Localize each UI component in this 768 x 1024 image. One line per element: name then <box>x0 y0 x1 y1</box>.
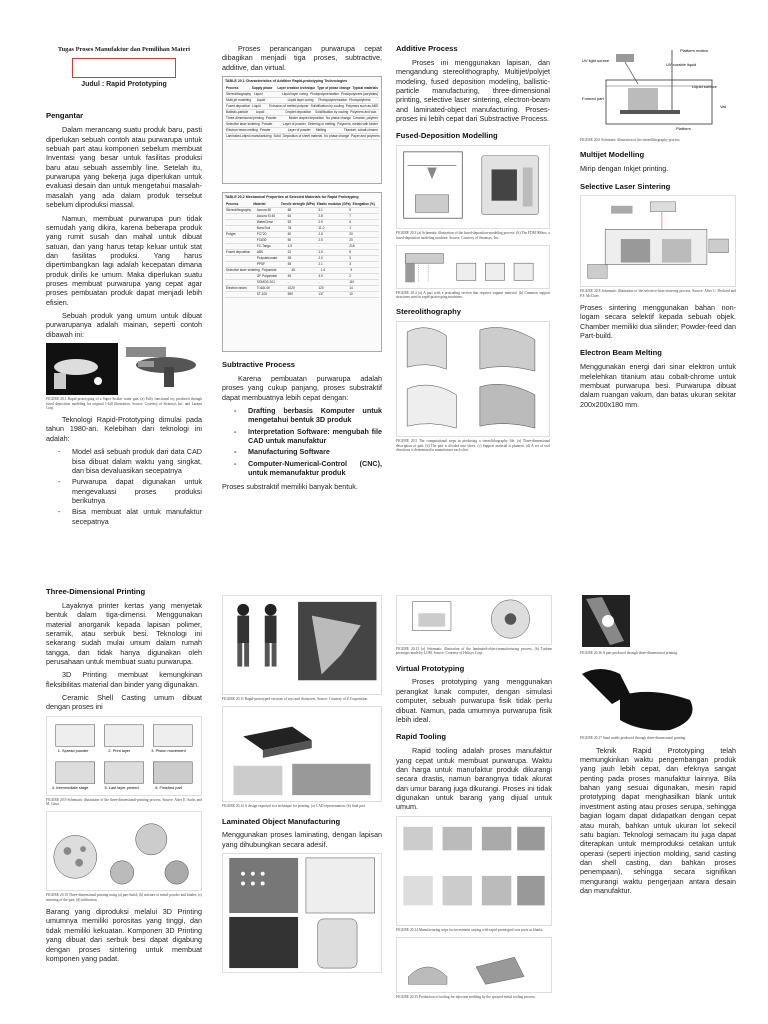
table-additive-characteristics <box>222 76 382 184</box>
table-body <box>225 92 379 140</box>
table-cell: 60 <box>287 232 292 237</box>
figure-label: Platform <box>676 126 691 131</box>
microstructure-figure <box>46 811 202 891</box>
sprayed-metal-tooling-figure <box>396 937 552 993</box>
table-cell: 7 <box>349 214 351 219</box>
table-cell: 9 <box>350 268 353 273</box>
table-cell <box>225 214 256 219</box>
step-label: 2. Print layer <box>108 747 131 753</box>
table-header: Type of phase change <box>317 86 351 91</box>
table-cell: 20 <box>349 238 353 243</box>
table-cell: Photopolymers (acrylates) <box>340 92 379 97</box>
list-item: - Manufacturing Software <box>248 447 382 456</box>
table-cell: Liquid layer curing <box>287 98 314 103</box>
paragraph: Menggunakan proses laminating, dengan lapisan yang dihubungkan secara adesif. <box>222 830 382 849</box>
table-cell: Electron beam <box>226 286 247 291</box>
table-header: Typical materials <box>352 86 378 91</box>
column-4 <box>580 44 736 540</box>
figure-label: UV light source <box>582 58 610 63</box>
lom-process-figure <box>396 595 552 645</box>
advantages-list <box>46 447 202 526</box>
figure-caption: FIGURE 20.11 Rapid-prototyped versions of toys and characters. Source: Courtesy of Z Corporation. <box>222 697 369 701</box>
table-cell: 55 <box>287 262 292 267</box>
table-cell: Titanium, cobalt-chrome <box>343 128 378 133</box>
paragraph: Teknik Rapid Prototyping telah memungkinkan waktu pengembangan produk yang jauh lebih cepat, dan efeknya sangat penting pada proses manufaktur lainnya. Bila bahan yang sesuai digunakan, mesin rapid prototyping dapat menghasilkan blank untuk investment asting atau proses serupa, sehingga bagian logam dapat didapatkan dengan cepat atau murah, bahkan untuk ukuran lot sekecil satu bagian. Teknologi semacam itu juga dapat diterapkan untuk memproduksi cetakan untuk operasi (seperti injection molding, sand casting dan shell casting, dan bahkan proses penempaan), sehingga secara signifikan mengurangi waktu pengerjaan antara desain dan manufaktur. <box>580 745 736 896</box>
column-1 <box>46 0 202 540</box>
table-cell: 2.8 <box>318 214 323 219</box>
heading-stereolithography: Stereolithography <box>396 307 461 317</box>
table-row <box>225 134 379 140</box>
table-cell: Liquid <box>255 110 265 115</box>
paragraph: Proses substraktif memiliki banyak bentuk. <box>222 481 358 491</box>
table-cell: Liquid layer curing <box>282 92 308 97</box>
figure-caption: FIGURE 20.1 Rapid prototyping of a Super Soaker water gun. (a) Fully functional toy produced through fused deposition modeling for original 1-kill illustration. Source: Courtesy of Stratasys Inc. and Larami Corp. <box>46 397 202 410</box>
list-item: - Drafting berbasis Komputer untuk mengetahui bentuk 3D produk <box>248 406 382 425</box>
figure-caption: FIGURE 20.14 Manufacturing steps for investment casting with rapid-prototyped wax parts as blanks. <box>396 927 544 932</box>
table-cell: Fused deposition <box>226 104 251 109</box>
table-cell: Fused deposition <box>226 250 251 255</box>
table-cell: 5 <box>349 208 351 213</box>
table-cell: Polymers, metals with binder <box>337 122 378 127</box>
table-cell: No phase change <box>326 116 352 121</box>
table-cell: Accura 60 <box>256 208 272 213</box>
table-cell: Photopolymers <box>349 98 371 103</box>
table-cell: Powder <box>261 122 273 127</box>
table-cell: 1.5 <box>287 244 293 249</box>
figure-caption: FIGURE 20.10 Three-dimensional printing using (a) part-build; (b) mixture of metal powder and binder; (c) sintering of the part; (d) infiltration. <box>46 893 202 902</box>
table-cell: 2.1 <box>318 262 323 267</box>
toy-characters-figure <box>222 595 382 695</box>
figure-caption: FIGURE 20.13 (a) Schematic illustration of the laminated-object-manufacturing process. (b) Turbine prototype made by LOM. Source: Courtesy of Helisys Corp. <box>396 647 552 656</box>
figure-caption: FIGURE 20.12 A design exported to a technique for printing. (a) CAD representation; (b) final part. <box>222 804 366 809</box>
cad-design-figure <box>222 706 382 802</box>
table-header: Supply phase <box>251 86 273 91</box>
table-cell: - <box>287 280 289 285</box>
heading-3d-printing: Three-Dimensional Printing <box>46 587 146 596</box>
bottom-column-1 <box>46 585 202 1024</box>
table-cell <box>225 274 256 279</box>
figure-label: Formed part <box>582 96 604 101</box>
table-cell: Polycarbonate <box>256 256 278 261</box>
step-label: 3. Piston movement <box>151 747 186 753</box>
table-cell: 53 <box>287 220 292 225</box>
table-cell: Stereolithography <box>226 92 251 97</box>
figure-caption: FIGURE 20.15 Production of tooling for injection molding by the sprayed-metal tooling process. <box>396 994 536 999</box>
heading-lom: Laminated Object Manufacturing <box>222 816 341 826</box>
table-row <box>225 292 379 298</box>
figure-caption: FIGURE 20.16 A part produced through three-dimensional printing. <box>580 651 678 655</box>
support-structure-figure <box>396 245 550 289</box>
table-cell: Selective laser sintering <box>226 268 260 273</box>
table-header: Tensile strength (MPa) <box>280 202 315 207</box>
investment-casting-figure <box>396 816 552 926</box>
page-separator <box>0 540 768 585</box>
table-cell: FC720 <box>256 232 267 237</box>
table-cell: Electron beam melting <box>226 128 258 133</box>
table-cell: 49 <box>287 274 292 279</box>
list-item: - Purwarupa dapat digunakan untuk mengevaluasi proses produksi berikutnya <box>72 477 202 505</box>
table-cell: 590 <box>287 292 293 297</box>
table-cell: 68 <box>287 208 292 213</box>
table-cell: 2 <box>349 274 351 279</box>
table-cell: Powder <box>259 128 271 133</box>
figure-label: Vat <box>720 104 726 109</box>
table-cell: 2.0 <box>318 256 323 261</box>
sls-figure <box>580 195 736 287</box>
paragraph: Menggunakan energi dari sinar elektron untuk melelehkan titanium atau cobalt-chrome untuk membuat purwarupa besi. Purwarupa dibuat dalam ruangan vakum, dan batas ukuran sekitar 200x200x180 mm. <box>580 362 736 409</box>
table-cell: 35 <box>287 256 292 261</box>
paragraph: Namun, membuat purwarupa pun tidak semudah yang dikira, karena beberapa produk yang rumit susah dan mahal untuk dibuat satuan, dan yang harus tetap keluar untuk stat dan fasilitas produksi. Yang harus dipertimbangkan lagi adalah kecepatan dimana produk dirilis ke umum. Maka diperlukan suatu proses membuat purwarupa yang cepat agar proses pembuatan produk dapat menjadi lebih efisien. <box>46 213 202 307</box>
figure-caption: FIGURE 20.17 Sand molds produced through three-dimensional printing. <box>580 736 687 741</box>
table-cell: 137 <box>318 292 324 297</box>
table-cell: GF Polyamide <box>256 274 277 279</box>
paragraph: Sebuah produk yang umum untuk dibuat purwarupanya adalah mainan, seperti contoh dibawah ini: <box>46 311 202 339</box>
table-cell: WaterClear <box>256 220 273 225</box>
table-mechanical-properties <box>222 192 382 352</box>
table-header: Elastic modulus (GPa) <box>316 202 351 207</box>
paragraph: Proses ini menggunakan lapisan, dan mengandung stereolithography, Multijet/polyjet modeling, fused deposition modeling, ballistic-particle manufacturing, three-dimensional printing, selective laser sintering, electron-beam and laminated-object manufacturing. Proses-proses ini lebih cepat dari Substractive Process. <box>396 57 550 124</box>
list-item: - Model asli sebuah produk dari data CAD bisa dibuat dalam waktu yang singkat, dan bisa devaluasikan secepatnya <box>72 447 202 475</box>
table-cell: Polymers such as ABS <box>345 104 378 109</box>
table-cell <box>225 226 256 231</box>
table-cell: 50 <box>287 238 292 243</box>
paragraph: Teknologi Rapid-Prototyping dimulai pada tahun 1980-an. Kelebihan dari teknologi ini adalah: <box>46 415 202 443</box>
table-cell: 11.0 <box>318 226 325 231</box>
fdm-figure <box>396 145 550 229</box>
toy-gun-figure <box>46 343 202 395</box>
table-cell: 78 <box>287 226 292 231</box>
table-cell: 3 <box>349 256 351 261</box>
table-cell: 4.5 <box>318 274 323 279</box>
figure-caption: FIGURE 20.4 (a) A part with a protruding section that requires support material. (b) Common support structures used in rapid-prototyping machines. <box>396 290 550 300</box>
paragraph: Karena pembuatan purwarupa adalah proses yang cukup panjang, proses substraktif dapat membuatnya lebih cepat dengan: <box>222 373 382 402</box>
table-cell: Melting <box>315 128 327 133</box>
table-cell: 6 <box>349 250 351 255</box>
table-cell: Multi-jet modeling <box>226 98 251 103</box>
table-cell: 1.6 <box>318 250 323 255</box>
table-cell: NanoTool <box>256 226 271 231</box>
paragraph: Ceramic Shell Casting umum dibuat dengan proses ini <box>46 693 202 712</box>
step-label: 5. Last layer printed <box>104 784 139 790</box>
table-cell <box>225 292 256 297</box>
stereolithography-steps-figure <box>396 321 550 437</box>
table-cell: 120 <box>318 286 324 291</box>
table-caption: TABLE 20.2 Mechanical Properties of Selected Materials for Rapid Prototyping <box>225 195 359 200</box>
figure-caption: FIGURE 20.5 The computational steps in producing a stereolithography file. (a) Three-dimensional description of part. (b) The part is divided into slices. (c) Support material is planned. (d) A set of tool directions is determined to manufacture each slice. <box>396 439 550 452</box>
paragraph: Barang yang diproduksi melalui 3D Printing umumnya memiliki porositas yang tinggi, dan tidak memiliki kekuatan. Komponen 3D Printing yang dibuat dari serbuk besi dapat digabung dengan proses sintering untuk membuat komponen yang padat. <box>46 907 202 963</box>
table-cell: 22 <box>287 250 292 255</box>
table-cell: Liquid <box>252 104 261 109</box>
paragraph: 3D Printing membuat kemungkinan fleksibilitas material dan binder yang digunakan. <box>46 670 202 689</box>
table-header: Elongation (%) <box>352 202 375 207</box>
heading-fdm: Fused-Deposition Modelling <box>396 131 498 141</box>
table-cell: 6 <box>349 220 351 225</box>
bottom-column-2 <box>222 595 382 1024</box>
bottom-column-4 <box>580 595 736 1024</box>
sand-molds-figure <box>580 660 736 734</box>
table-header: Process <box>226 202 239 207</box>
table-cell: - <box>318 244 320 249</box>
heading-pengantar: Pengantar <box>46 111 84 121</box>
table-cell <box>225 244 256 249</box>
printed-part-figure <box>580 595 736 649</box>
heading-rapid-tooling: Rapid Tooling <box>396 732 447 742</box>
table-cell: Ballistic-particle <box>226 110 249 115</box>
table-cell: Photopolymerization <box>318 98 348 103</box>
table-cell: 1 <box>349 226 351 231</box>
table-cell: Accura SI 45 <box>256 214 276 219</box>
table-cell: Liquid <box>254 92 263 97</box>
paragraph: Dalam merancang suatu produk baru, pasti diperlukan sebuah contoh atau purwarupa untuk sebuah part atau komponen sebelum membuat Inventasi yang besar untuk fasilitas produksi baru atau sebuah assembly line. Setelah itu, purwarupa yang bekerja juga diperlukan untuk evaluasi desain dan untuk mengetahui masalah-masalah yang ada dalam produk tersebut sebelum diproduksi massal. <box>46 125 202 210</box>
table-cell: 2.9 <box>318 220 323 225</box>
table-cell <box>225 262 256 267</box>
table-cell: Droplet deposition <box>285 110 312 115</box>
table-cell: 64 <box>287 214 292 219</box>
title-highlight-box <box>72 58 176 78</box>
figure-caption: FIGURE 20.3 (a) Schematic illustration of the fused-deposition-modeling process. (b) The FDM 900mc, a fused-deposition modeling machine. Source: Courtesy of Stratasys, Inc. <box>396 231 550 240</box>
table-cell: 10 <box>349 292 353 297</box>
table-cell: Sintering or melting <box>307 122 336 127</box>
table-cell: Polyamide <box>261 268 277 273</box>
table-cell: Polymers and wax <box>350 110 377 115</box>
paragraph: Proses perancangan purwarupa cepat dibagikan menjadi tiga proses, subtractive, additive, dan virtual. <box>222 44 382 72</box>
table-cell: Solidification by cooling <box>315 110 349 115</box>
table-cell: 3.1 <box>318 208 323 213</box>
table-cell: Layer of powder <box>282 122 306 127</box>
table-header: Process <box>226 86 239 91</box>
paragraph: Proses prototyping yang menggunakan perangkat lunak computer, dengan simulasi computer, sebuah purwarupa fisik tidak perlu dibuat. Namun, pada umumnya purwarupa fisik lebih ideal. <box>396 677 552 724</box>
table-cell: Extrusion of melted polymer <box>269 104 309 109</box>
table-cell: Stereolithography <box>226 208 251 213</box>
figure-label: UV curable liquid <box>666 62 697 67</box>
table-cell: Selective laser sintering <box>226 122 260 127</box>
figure-caption: FIGURE 20.9 Schematic illustration of the three-dimensional-printing process. Source: After E. Sachs and M. Cima. <box>46 797 202 807</box>
heading-ebm: Electron Beam Melting <box>580 348 662 358</box>
step-label: 1. Spread powder <box>57 747 89 753</box>
figure-label: Platform motion <box>680 48 709 53</box>
table-cell: 1020 <box>287 286 295 291</box>
document-title: Tugas Proses Manufaktur dan Pemilihan Materi <box>57 46 191 53</box>
table-cell: Paper and polymers <box>351 134 380 139</box>
paragraph: Mirip dengan Inkjet printing. <box>580 164 669 174</box>
heading-multijet: Multijet Modelling <box>580 150 645 160</box>
table-header: Material <box>253 202 266 207</box>
table-cell: Layer of powder <box>287 128 311 133</box>
table-cell: Liquid <box>256 98 266 103</box>
table-cell: Ceramic, polymer <box>353 116 378 121</box>
table-cell: Polyjet <box>226 232 236 237</box>
table-cell: Solidification by cooling <box>310 104 344 109</box>
figure-caption: FIGURE 20.8 Schematic illustration of the selective-laser-sintering process. Source: After C. Deckard and P.F. McClure. <box>580 289 736 298</box>
list-item: - Interpretation Software: mengubah file CAD untuk manufaktur <box>248 427 382 446</box>
stereolithography-process-figure <box>580 44 736 136</box>
table-cell: ABS <box>256 250 264 255</box>
page-bottom <box>0 585 768 1024</box>
table-cell: 14 <box>349 286 353 291</box>
table-cell: 2.8 <box>318 232 323 237</box>
figure-label: Liquid surface <box>692 84 717 89</box>
table-cell: 1.6 <box>320 268 326 273</box>
column-3 <box>396 44 550 540</box>
heading-subtractive: Subtractive Process <box>222 360 296 370</box>
table-cell: FC830 <box>256 238 267 243</box>
heading-sls: Selective Laser Sintering <box>580 181 671 191</box>
table-cell: 20 <box>349 232 353 237</box>
3d-printing-steps-figure <box>46 716 202 796</box>
step-label: 4. Intermediate stage <box>51 784 89 790</box>
figure-caption: FIGURE 20.6 Schematic illustration of the stereolithography process. <box>580 138 681 142</box>
table-cell: SOMOS 201 <box>256 280 275 285</box>
paragraph: Layaknya printer kertas yang menyetak bentuk dalam tiga-dimensi. Menggunakan material anorganik kepada lapisan polimer, seramik, atau serbuk besi. Teknologi ini sekarang sudah mulai umum dalam rumah tangga, dan tidak hanya digunakan oleh perusahaan untuk membuat suatu purwarupa. <box>46 600 202 667</box>
table-cell <box>225 256 256 261</box>
table-cell: 3 <box>349 262 351 267</box>
table-cell <box>225 238 256 243</box>
subtractive-list <box>222 406 382 478</box>
table-cell: Ti-6Al-4V <box>256 286 270 291</box>
list-item: - Computer-Numerical-Control (CNC), untuk memanufaktur produk <box>248 459 382 478</box>
column-2 <box>222 44 382 540</box>
heading-virtual-prototyping: Virtual Prototyping <box>396 663 465 673</box>
step-label: 6. Finished part <box>155 784 183 790</box>
table-header: Layer creation technique <box>277 86 316 91</box>
table-cell: - <box>318 280 320 285</box>
table-cell: Three-dimensional printing <box>226 116 264 121</box>
lom-parts-figure <box>222 853 382 973</box>
table-cell: Solid <box>273 134 281 139</box>
paragraph: Rapid tooling adalah proses manufaktur yang cepat untuk membuat purwarupa. Waktu dan harga untuk manufaktur produk dikurangi secara drastis, namun barangnya tidak akurat dan umur barang juga dikurangi. Proses ini tidak digunakan untuk barang yang dijual untuk umum. <box>396 746 552 812</box>
table-cell: Powder <box>265 116 277 121</box>
document-subtitle: Judul : Rapid Prototyping <box>81 81 167 89</box>
bottom-column-3 <box>396 595 552 1024</box>
list-item: - Bisa membuat alat untuk manufaktur secepatnya <box>72 507 202 526</box>
table-cell: Laminated-object manufacturing <box>226 134 272 139</box>
paragraph: Proses sintering menggunakan bahan non-logam secara selektif kepada sebuah objek. Chamber memiliki dua silinder; Powder-feed dan Part-build. <box>580 303 736 341</box>
table-cell: No phase change <box>324 134 350 139</box>
table-cell: Binder droplet deposition <box>288 116 325 121</box>
table-cell: FC-Tango <box>256 244 271 249</box>
table-cell <box>225 280 256 285</box>
heading-additive: Additive Process <box>396 44 458 53</box>
table-cell: Deposition of sheet material <box>282 134 323 139</box>
table-cell: 218 <box>349 244 355 249</box>
table-caption: TABLE 20.1 Characteristics of Additive Rapid-prototyping Technologies <box>225 79 348 84</box>
table-cell: 110 <box>349 280 355 285</box>
table-cell: ST-100 <box>256 292 268 297</box>
table-cell: 2.5 <box>318 238 323 243</box>
table-body <box>225 208 379 298</box>
table-cell <box>225 220 256 225</box>
table-cell: 45 <box>291 268 295 273</box>
table-cell: PPSF <box>256 262 266 267</box>
table-cell: Photopolymerization <box>310 92 339 97</box>
